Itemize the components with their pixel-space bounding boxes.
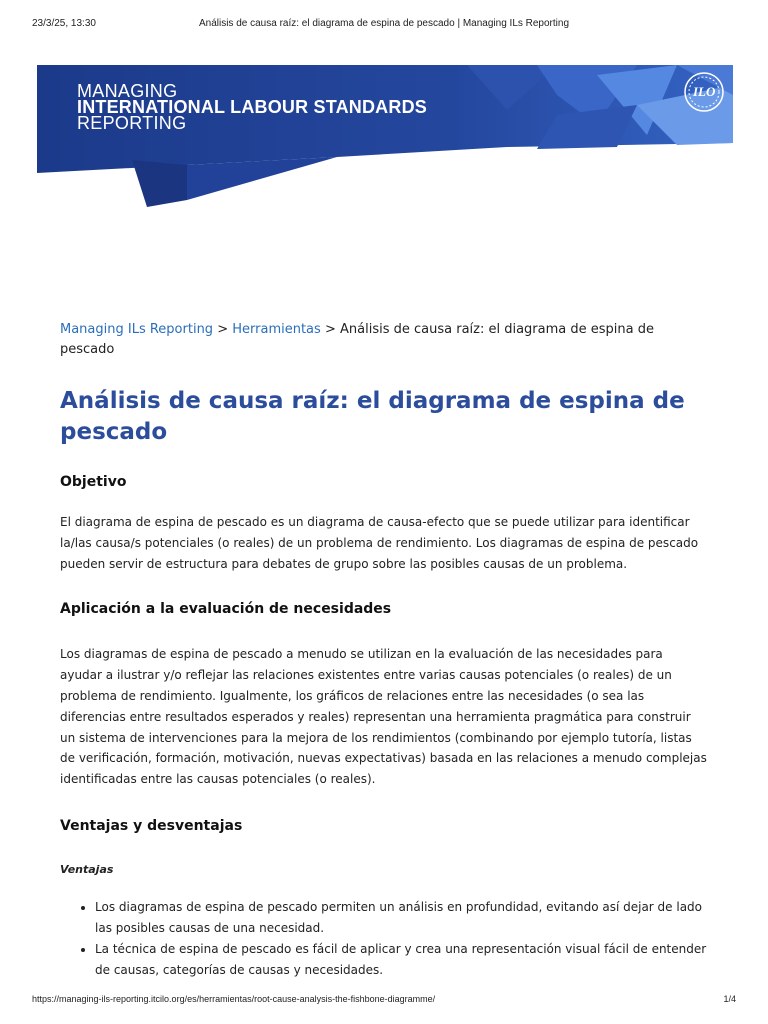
ventajas-list bbox=[60, 897, 708, 981]
print-footer bbox=[0, 990, 768, 1010]
section-heading-ventajas-desventajas: Ventajas y desventajas bbox=[60, 817, 243, 834]
banner-line-ils: INTERNATIONAL LABOUR STANDARDS bbox=[77, 97, 427, 117]
aplicacion-paragraph: Los diagramas de espina de pescado a menudo se utilizan en la evaluación de las necesidades para ayudar a ilustrar y/o reflejar las relaciones existentes entre varias causas potenciales (o reales) de un problema de rendimiento. Igualmente, los gráficos de relaciones entre las necesidades (o sea las diferencias entre resultados esperados y reales) representan una herramienta pragmática para construir un sistema de intervenciones para la mejora de los rendimientos (combinando por ejemplo tutoría, listas de verificación, formación, motivación, nuevas expectativas) basada en las relaciones a menudo complejas identificadas entre las causas potenciales (o reales). bbox=[60, 647, 707, 787]
print-page-title: Análisis de causa raíz: el diagrama de espina de pescado | Managing ILs Reporting bbox=[198, 18, 570, 29]
breadcrumb-separator: > bbox=[217, 322, 229, 337]
print-page-number: 1/4 bbox=[723, 994, 736, 1004]
objetivo-paragraph: El diagrama de espina de pescado es un diagrama de causa-efecto que se puede utilizar para identificar la/las causa/s potenciales (o reales) de un problema de rendimiento. Los diagramas de espina de pescado pueden servir de estructura para debates de grupo sobre las posibles causas de un problema. bbox=[60, 515, 699, 571]
breadcrumb-separator: > bbox=[324, 322, 336, 337]
list-item: • Los diagramas de espina de pescado permiten un análisis en profundidad, evitando así dejar de lado las posibles causas de una necesidad. bbox=[95, 897, 708, 939]
subheading-ventajas: Ventajas bbox=[60, 862, 114, 876]
breadcrumb-home-link[interactable]: Managing ILs Reporting bbox=[60, 322, 214, 337]
breadcrumb-section-link[interactable]: Herramientas bbox=[232, 322, 321, 337]
site-banner[interactable] bbox=[37, 65, 733, 207]
ilo-logo-text: ILO bbox=[693, 84, 716, 99]
banner-line-managing: MANAGING bbox=[77, 81, 178, 101]
section-heading-objetivo: Objetivo bbox=[60, 474, 127, 490]
print-header bbox=[0, 0, 768, 46]
banner-line-reporting: REPORTING bbox=[77, 113, 187, 133]
list-item: • La técnica de espina de pescado es fácil de aplicar y crea una representación visual fácil de entender de causas, categorías de causas y necesidades. bbox=[95, 939, 708, 981]
banner-title bbox=[77, 81, 427, 133]
breadcrumb-current: Análisis de causa raíz: el diagrama de espina de pescado bbox=[60, 322, 654, 357]
print-datetime: 23/3/25, 13:30 bbox=[32, 18, 96, 29]
section-heading-aplicacion: Aplicación a la evaluación de necesidades bbox=[60, 601, 392, 618]
main-content bbox=[60, 320, 708, 981]
print-url: https://managing-ils-reporting.itcilo.org/es/herramientas/root-cause-analysis-the-fishbone-diagramme/ bbox=[32, 994, 436, 1004]
page-title: Análisis de causa raíz: el diagrama de espina de pescado bbox=[60, 388, 685, 445]
breadcrumb bbox=[60, 320, 708, 360]
